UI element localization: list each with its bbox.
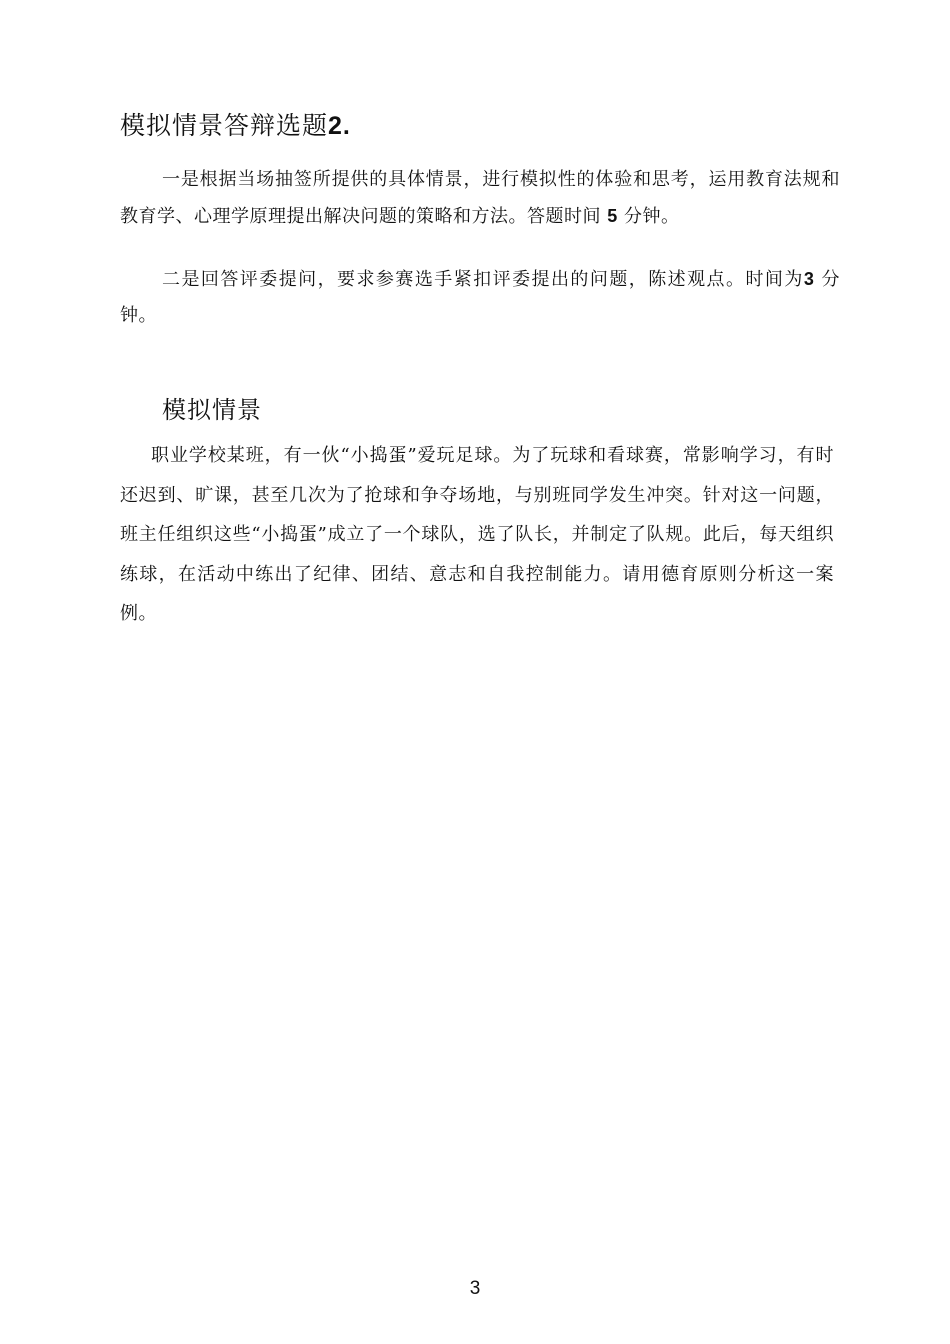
rule-first-minutes: 5 — [607, 206, 618, 226]
rule-second-unit: 分钟。 — [120, 269, 840, 326]
rule-first-unit: 分钟。 — [623, 206, 680, 227]
scenario-title: 模拟情景 — [162, 396, 262, 424]
page-number: 3 — [469, 1278, 481, 1299]
scenario-body: 职业学校某班，有一伙“小捣蛋”爱玩足球。为了玩球和看球赛，常影响学习，有时还迟到、旷课，甚至几次为了抢球和争夺场地，与别班同学发生冲突。针对这一问题，班主任组织这些“小捣蛋”成立了一个球队，选了队长，并制定了队规。此后，每天组织练球，在活动中练出了纪律、团结、意志和自我控制能力。请用德育原则分析这一案例。 — [120, 445, 834, 624]
rule-second-minutes: 3 — [803, 269, 815, 289]
rule-second-text: 二是回答评委提问，要求参赛选手紧扣评委提出的问题，陈述观点。时间为 — [162, 269, 804, 290]
rule-paragraph-second — [120, 261, 840, 334]
section-heading-number: 2 — [328, 112, 343, 140]
section-heading — [120, 106, 351, 142]
section-heading-text: 模拟情景答辩选题 — [120, 111, 329, 140]
section-heading-suffix: . — [342, 112, 351, 140]
rule-paragraph-first — [120, 162, 840, 235]
rule-first-text: 一是根据当场抽签所提供的具体情景，进行模拟性的体验和思考，运用教育法规和教育学、心理学原理提出解决问题的策略和方法。答题时间 — [120, 169, 840, 227]
